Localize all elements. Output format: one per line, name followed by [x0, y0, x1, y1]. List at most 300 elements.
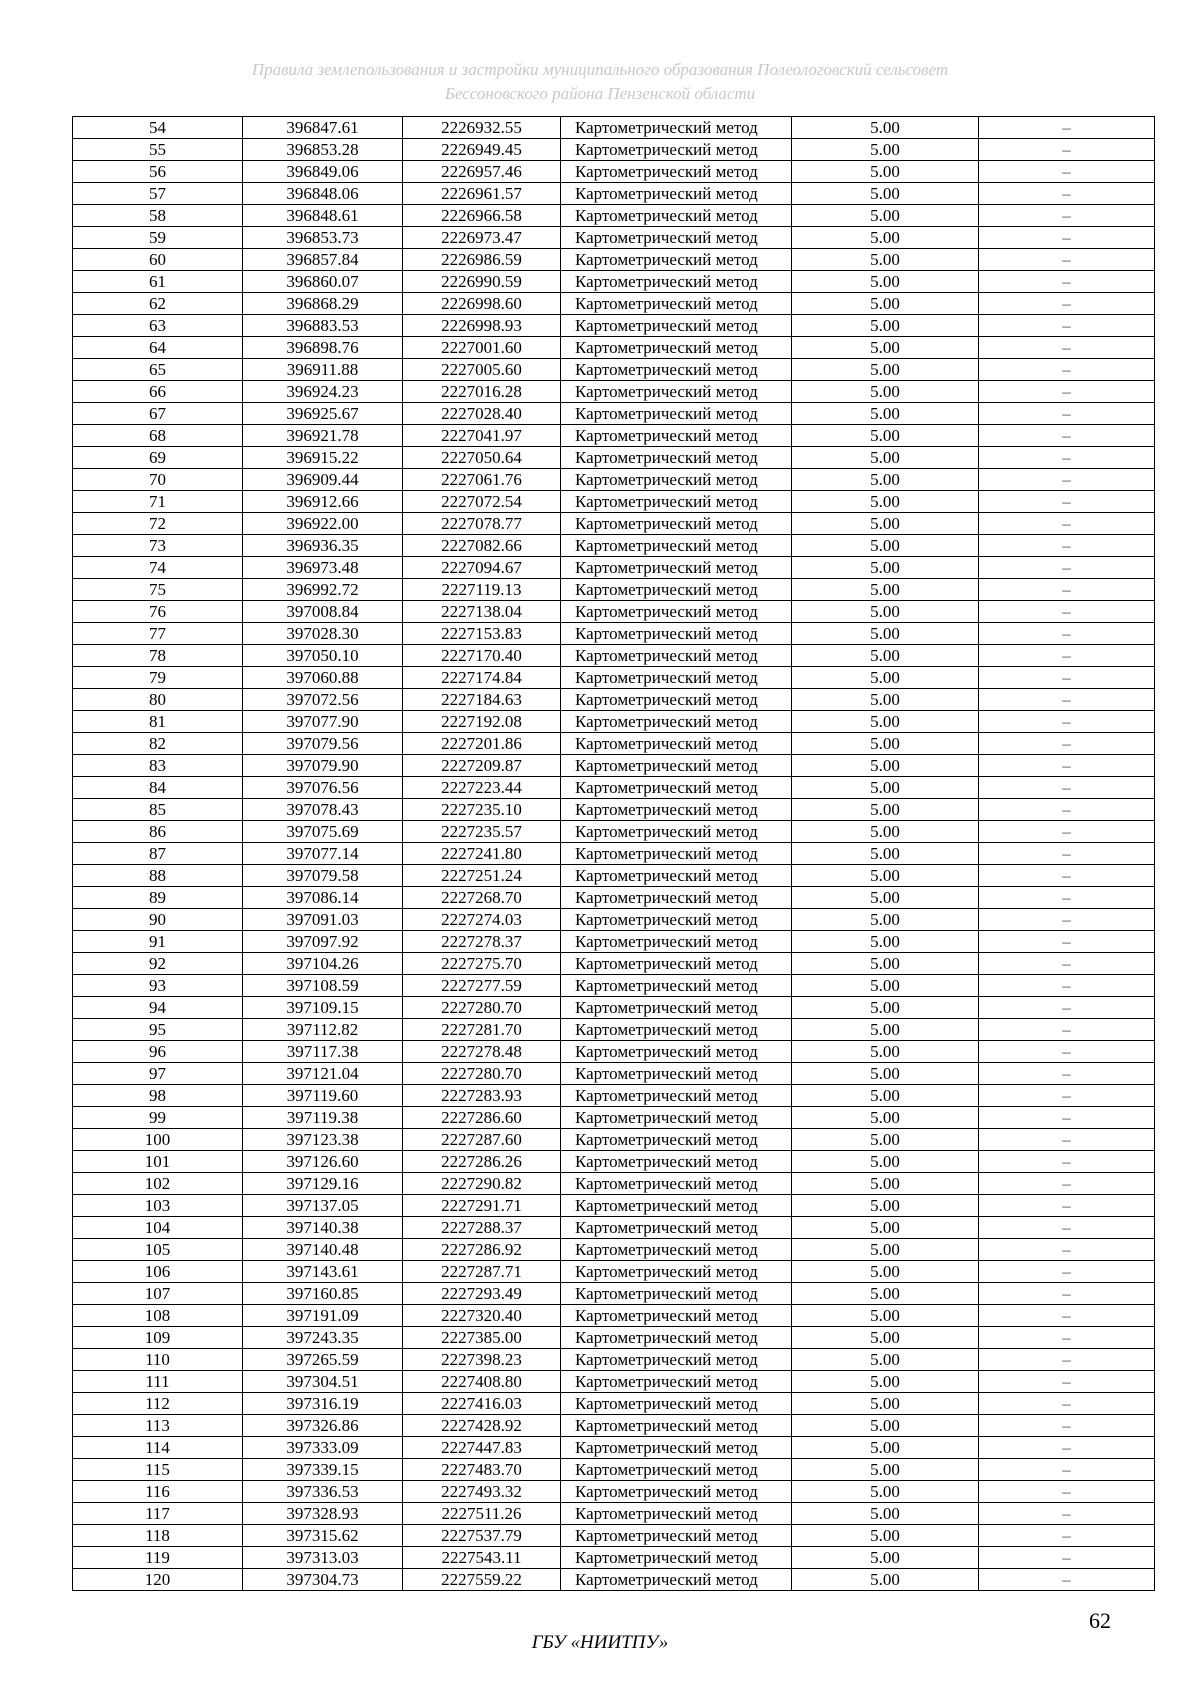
y-coordinate-cell: 2226986.59: [403, 249, 561, 271]
point-number-cell: 55: [73, 139, 243, 161]
table-row: [73, 513, 1155, 535]
method-cell: Картометрический метод: [561, 755, 792, 777]
method-cell: Картометрический метод: [561, 1327, 792, 1349]
table-row: [73, 1481, 1155, 1503]
note-cell: –: [979, 975, 1155, 997]
method-cell: Картометрический метод: [561, 1569, 792, 1591]
y-coordinate-cell: 2227235.10: [403, 799, 561, 821]
accuracy-cell: 5.00: [792, 557, 979, 579]
note-cell: –: [979, 1569, 1155, 1591]
x-coordinate-cell: 397123.38: [243, 1129, 403, 1151]
accuracy-cell: 5.00: [792, 755, 979, 777]
table-row: [73, 1503, 1155, 1525]
point-number-cell: 115: [73, 1459, 243, 1481]
method-cell: Картометрический метод: [561, 381, 792, 403]
method-cell: Картометрический метод: [561, 359, 792, 381]
y-coordinate-cell: 2226957.46: [403, 161, 561, 183]
accuracy-cell: 5.00: [792, 1173, 979, 1195]
method-cell: Картометрический метод: [561, 843, 792, 865]
y-coordinate-cell: 2227278.48: [403, 1041, 561, 1063]
note-cell: –: [979, 887, 1155, 909]
method-cell: Картометрический метод: [561, 1063, 792, 1085]
method-cell: Картометрический метод: [561, 689, 792, 711]
point-number-cell: 105: [73, 1239, 243, 1261]
accuracy-cell: 5.00: [792, 337, 979, 359]
x-coordinate-cell: 397072.56: [243, 689, 403, 711]
point-number-cell: 93: [73, 975, 243, 997]
x-coordinate-cell: 396853.28: [243, 139, 403, 161]
note-cell: –: [979, 821, 1155, 843]
note-cell: –: [979, 1195, 1155, 1217]
table-row: [73, 997, 1155, 1019]
point-number-cell: 117: [73, 1503, 243, 1525]
accuracy-cell: 5.00: [792, 667, 979, 689]
x-coordinate-cell: 396973.48: [243, 557, 403, 579]
y-coordinate-cell: 2226966.58: [403, 205, 561, 227]
accuracy-cell: 5.00: [792, 1415, 979, 1437]
note-cell: –: [979, 1217, 1155, 1239]
accuracy-cell: 5.00: [792, 1217, 979, 1239]
table-row: [73, 359, 1155, 381]
table-row: [73, 733, 1155, 755]
method-cell: Картометрический метод: [561, 1151, 792, 1173]
x-coordinate-cell: 397077.14: [243, 843, 403, 865]
method-cell: Картометрический метод: [561, 623, 792, 645]
x-coordinate-cell: 397316.19: [243, 1393, 403, 1415]
note-cell: –: [979, 249, 1155, 271]
note-cell: –: [979, 843, 1155, 865]
method-cell: Картометрический метод: [561, 1217, 792, 1239]
y-coordinate-cell: 2227286.60: [403, 1107, 561, 1129]
table-row: [73, 953, 1155, 975]
coordinates-table-body: [73, 117, 1155, 1591]
note-cell: –: [979, 1129, 1155, 1151]
header-line-1: Правила землепользования и застройки муниципального образования Полеологовский сельсовет: [251, 60, 949, 79]
accuracy-cell: 5.00: [792, 579, 979, 601]
point-number-cell: 78: [73, 645, 243, 667]
table-row: [73, 1217, 1155, 1239]
note-cell: –: [979, 315, 1155, 337]
accuracy-cell: 5.00: [792, 293, 979, 315]
table-row: [73, 557, 1155, 579]
y-coordinate-cell: 2227385.00: [403, 1327, 561, 1349]
x-coordinate-cell: 397076.56: [243, 777, 403, 799]
point-number-cell: 98: [73, 1085, 243, 1107]
note-cell: –: [979, 1173, 1155, 1195]
note-cell: –: [979, 623, 1155, 645]
x-coordinate-cell: 397315.62: [243, 1525, 403, 1547]
point-number-cell: 61: [73, 271, 243, 293]
note-cell: –: [979, 447, 1155, 469]
x-coordinate-cell: 396911.88: [243, 359, 403, 381]
table-row: [73, 1041, 1155, 1063]
point-number-cell: 90: [73, 909, 243, 931]
x-coordinate-cell: 397075.69: [243, 821, 403, 843]
y-coordinate-cell: 2227274.03: [403, 909, 561, 931]
y-coordinate-cell: 2227241.80: [403, 843, 561, 865]
accuracy-cell: 5.00: [792, 535, 979, 557]
y-coordinate-cell: 2227251.24: [403, 865, 561, 887]
method-cell: Картометрический метод: [561, 557, 792, 579]
x-coordinate-cell: 397243.35: [243, 1327, 403, 1349]
x-coordinate-cell: 397137.05: [243, 1195, 403, 1217]
table-row: [73, 1129, 1155, 1151]
note-cell: –: [979, 1063, 1155, 1085]
x-coordinate-cell: 397079.56: [243, 733, 403, 755]
table-row: [73, 623, 1155, 645]
method-cell: Картометрический метод: [561, 403, 792, 425]
y-coordinate-cell: 2227511.26: [403, 1503, 561, 1525]
x-coordinate-cell: 396883.53: [243, 315, 403, 337]
table-row: [73, 667, 1155, 689]
note-cell: –: [979, 1261, 1155, 1283]
y-coordinate-cell: 2227170.40: [403, 645, 561, 667]
note-cell: –: [979, 1085, 1155, 1107]
point-number-cell: 113: [73, 1415, 243, 1437]
table-row: [73, 249, 1155, 271]
accuracy-cell: 5.00: [792, 469, 979, 491]
note-cell: –: [979, 1349, 1155, 1371]
table-row: [73, 975, 1155, 997]
point-number-cell: 86: [73, 821, 243, 843]
method-cell: Картометрический метод: [561, 1129, 792, 1151]
accuracy-cell: 5.00: [792, 1503, 979, 1525]
note-cell: –: [979, 513, 1155, 535]
note-cell: –: [979, 183, 1155, 205]
accuracy-cell: 5.00: [792, 403, 979, 425]
method-cell: Картометрический метод: [561, 1481, 792, 1503]
point-number-cell: 80: [73, 689, 243, 711]
method-cell: Картометрический метод: [561, 1305, 792, 1327]
accuracy-cell: 5.00: [792, 777, 979, 799]
accuracy-cell: 5.00: [792, 161, 979, 183]
y-coordinate-cell: 2226998.93: [403, 315, 561, 337]
point-number-cell: 71: [73, 491, 243, 513]
point-number-cell: 72: [73, 513, 243, 535]
y-coordinate-cell: 2227138.04: [403, 601, 561, 623]
table-row: [73, 1437, 1155, 1459]
method-cell: Картометрический метод: [561, 667, 792, 689]
x-coordinate-cell: 397121.04: [243, 1063, 403, 1085]
note-cell: –: [979, 139, 1155, 161]
method-cell: Картометрический метод: [561, 1415, 792, 1437]
note-cell: –: [979, 733, 1155, 755]
method-cell: Картометрический метод: [561, 1261, 792, 1283]
point-number-cell: 56: [73, 161, 243, 183]
y-coordinate-cell: 2227559.22: [403, 1569, 561, 1591]
note-cell: –: [979, 359, 1155, 381]
table-row: [73, 601, 1155, 623]
note-cell: –: [979, 711, 1155, 733]
table-row: [73, 821, 1155, 843]
point-number-cell: 114: [73, 1437, 243, 1459]
table-row: [73, 1525, 1155, 1547]
table-row: [73, 425, 1155, 447]
y-coordinate-cell: 2227061.76: [403, 469, 561, 491]
note-cell: –: [979, 403, 1155, 425]
x-coordinate-cell: 396853.73: [243, 227, 403, 249]
accuracy-cell: 5.00: [792, 1063, 979, 1085]
point-number-cell: 67: [73, 403, 243, 425]
method-cell: Картометрический метод: [561, 205, 792, 227]
point-number-cell: 108: [73, 1305, 243, 1327]
table-row: [73, 1261, 1155, 1283]
point-number-cell: 54: [73, 117, 243, 139]
table-row: [73, 777, 1155, 799]
y-coordinate-cell: 2227153.83: [403, 623, 561, 645]
x-coordinate-cell: 396848.06: [243, 183, 403, 205]
accuracy-cell: 5.00: [792, 887, 979, 909]
table-row: [73, 337, 1155, 359]
x-coordinate-cell: 397160.85: [243, 1283, 403, 1305]
accuracy-cell: 5.00: [792, 1569, 979, 1591]
table-row: [73, 447, 1155, 469]
note-cell: –: [979, 579, 1155, 601]
accuracy-cell: 5.00: [792, 1239, 979, 1261]
method-cell: Картометрический метод: [561, 1503, 792, 1525]
table-row: [73, 315, 1155, 337]
point-number-cell: 116: [73, 1481, 243, 1503]
accuracy-cell: 5.00: [792, 1195, 979, 1217]
point-number-cell: 68: [73, 425, 243, 447]
table-row: [73, 711, 1155, 733]
table-row: [73, 909, 1155, 931]
note-cell: –: [979, 689, 1155, 711]
x-coordinate-cell: 397265.59: [243, 1349, 403, 1371]
accuracy-cell: 5.00: [792, 1349, 979, 1371]
x-coordinate-cell: 397104.26: [243, 953, 403, 975]
y-coordinate-cell: 2227320.40: [403, 1305, 561, 1327]
point-number-cell: 95: [73, 1019, 243, 1041]
note-cell: –: [979, 271, 1155, 293]
point-number-cell: 102: [73, 1173, 243, 1195]
y-coordinate-cell: 2227416.03: [403, 1393, 561, 1415]
x-coordinate-cell: 397091.03: [243, 909, 403, 931]
note-cell: –: [979, 1283, 1155, 1305]
y-coordinate-cell: 2227268.70: [403, 887, 561, 909]
method-cell: Картометрический метод: [561, 315, 792, 337]
method-cell: Картометрический метод: [561, 1019, 792, 1041]
y-coordinate-cell: 2227041.97: [403, 425, 561, 447]
y-coordinate-cell: 2227287.71: [403, 1261, 561, 1283]
method-cell: Картометрический метод: [561, 249, 792, 271]
y-coordinate-cell: 2227001.60: [403, 337, 561, 359]
note-cell: –: [979, 777, 1155, 799]
point-number-cell: 81: [73, 711, 243, 733]
method-cell: Картометрический метод: [561, 1525, 792, 1547]
table-row: [73, 799, 1155, 821]
table-row: [73, 293, 1155, 315]
accuracy-cell: 5.00: [792, 1547, 979, 1569]
y-coordinate-cell: 2227078.77: [403, 513, 561, 535]
point-number-cell: 110: [73, 1349, 243, 1371]
method-cell: Картометрический метод: [561, 183, 792, 205]
method-cell: Картометрический метод: [561, 821, 792, 843]
x-coordinate-cell: 397028.30: [243, 623, 403, 645]
method-cell: Картометрический метод: [561, 1085, 792, 1107]
x-coordinate-cell: 396915.22: [243, 447, 403, 469]
point-number-cell: 62: [73, 293, 243, 315]
table-row: [73, 403, 1155, 425]
y-coordinate-cell: 2227286.26: [403, 1151, 561, 1173]
accuracy-cell: 5.00: [792, 711, 979, 733]
table-row: [73, 931, 1155, 953]
x-coordinate-cell: 397313.03: [243, 1547, 403, 1569]
x-coordinate-cell: 397086.14: [243, 887, 403, 909]
x-coordinate-cell: 397126.60: [243, 1151, 403, 1173]
y-coordinate-cell: 2227447.83: [403, 1437, 561, 1459]
method-cell: Картометрический метод: [561, 293, 792, 315]
accuracy-cell: 5.00: [792, 1151, 979, 1173]
x-coordinate-cell: 397050.10: [243, 645, 403, 667]
point-number-cell: 84: [73, 777, 243, 799]
table-row: [73, 469, 1155, 491]
method-cell: Картометрический метод: [561, 975, 792, 997]
method-cell: Картометрический метод: [561, 887, 792, 909]
accuracy-cell: 5.00: [792, 689, 979, 711]
accuracy-cell: 5.00: [792, 1393, 979, 1415]
table-row: [73, 1569, 1155, 1591]
y-coordinate-cell: 2227288.37: [403, 1217, 561, 1239]
y-coordinate-cell: 2226998.60: [403, 293, 561, 315]
accuracy-cell: 5.00: [792, 359, 979, 381]
note-cell: –: [979, 1041, 1155, 1063]
x-coordinate-cell: 397333.09: [243, 1437, 403, 1459]
note-cell: –: [979, 1415, 1155, 1437]
method-cell: Картометрический метод: [561, 865, 792, 887]
method-cell: Картометрический метод: [561, 1173, 792, 1195]
table-row: [73, 1415, 1155, 1437]
point-number-cell: 118: [73, 1525, 243, 1547]
y-coordinate-cell: 2227201.86: [403, 733, 561, 755]
method-cell: Картометрический метод: [561, 1349, 792, 1371]
x-coordinate-cell: 396922.00: [243, 513, 403, 535]
point-number-cell: 82: [73, 733, 243, 755]
table-row: [73, 1393, 1155, 1415]
point-number-cell: 59: [73, 227, 243, 249]
point-number-cell: 106: [73, 1261, 243, 1283]
accuracy-cell: 5.00: [792, 1327, 979, 1349]
x-coordinate-cell: 396847.61: [243, 117, 403, 139]
x-coordinate-cell: 397326.86: [243, 1415, 403, 1437]
note-cell: –: [979, 117, 1155, 139]
method-cell: Картометрический метод: [561, 227, 792, 249]
point-number-cell: 70: [73, 469, 243, 491]
table-row: [73, 491, 1155, 513]
table-row: [73, 1305, 1155, 1327]
accuracy-cell: 5.00: [792, 843, 979, 865]
method-cell: Картометрический метод: [561, 1283, 792, 1305]
note-cell: –: [979, 425, 1155, 447]
accuracy-cell: 5.00: [792, 1019, 979, 1041]
point-number-cell: 92: [73, 953, 243, 975]
method-cell: Картометрический метод: [561, 1547, 792, 1569]
x-coordinate-cell: 397336.53: [243, 1481, 403, 1503]
x-coordinate-cell: 397140.48: [243, 1239, 403, 1261]
note-cell: –: [979, 381, 1155, 403]
method-cell: Картометрический метод: [561, 161, 792, 183]
point-number-cell: 79: [73, 667, 243, 689]
x-coordinate-cell: 397140.38: [243, 1217, 403, 1239]
x-coordinate-cell: 396848.61: [243, 205, 403, 227]
note-cell: –: [979, 205, 1155, 227]
accuracy-cell: 5.00: [792, 1085, 979, 1107]
x-coordinate-cell: 396936.35: [243, 535, 403, 557]
x-coordinate-cell: 397119.60: [243, 1085, 403, 1107]
y-coordinate-cell: 2227192.08: [403, 711, 561, 733]
x-coordinate-cell: 397339.15: [243, 1459, 403, 1481]
method-cell: Картометрический метод: [561, 997, 792, 1019]
x-coordinate-cell: 396924.23: [243, 381, 403, 403]
accuracy-cell: 5.00: [792, 975, 979, 997]
y-coordinate-cell: 2227209.87: [403, 755, 561, 777]
y-coordinate-cell: 2227082.66: [403, 535, 561, 557]
table-row: [73, 535, 1155, 557]
point-number-cell: 85: [73, 799, 243, 821]
accuracy-cell: 5.00: [792, 953, 979, 975]
note-cell: –: [979, 1393, 1155, 1415]
method-cell: Картометрический метод: [561, 513, 792, 535]
accuracy-cell: 5.00: [792, 1041, 979, 1063]
x-coordinate-cell: 397328.93: [243, 1503, 403, 1525]
accuracy-cell: 5.00: [792, 183, 979, 205]
y-coordinate-cell: 2227283.93: [403, 1085, 561, 1107]
y-coordinate-cell: 2227016.28: [403, 381, 561, 403]
method-cell: Картометрический метод: [561, 1393, 792, 1415]
table-row: [73, 183, 1155, 205]
note-cell: –: [979, 1151, 1155, 1173]
accuracy-cell: 5.00: [792, 865, 979, 887]
table-row: [73, 381, 1155, 403]
point-number-cell: 120: [73, 1569, 243, 1591]
point-number-cell: 64: [73, 337, 243, 359]
point-number-cell: 73: [73, 535, 243, 557]
method-cell: Картометрический метод: [561, 447, 792, 469]
point-number-cell: 58: [73, 205, 243, 227]
note-cell: –: [979, 557, 1155, 579]
method-cell: Картометрический метод: [561, 1041, 792, 1063]
y-coordinate-cell: 2226961.57: [403, 183, 561, 205]
point-number-cell: 69: [73, 447, 243, 469]
y-coordinate-cell: 2227543.11: [403, 1547, 561, 1569]
method-cell: Картометрический метод: [561, 491, 792, 513]
x-coordinate-cell: 397078.43: [243, 799, 403, 821]
y-coordinate-cell: 2227280.70: [403, 1063, 561, 1085]
method-cell: Картометрический метод: [561, 425, 792, 447]
method-cell: Картометрический метод: [561, 931, 792, 953]
accuracy-cell: 5.00: [792, 117, 979, 139]
x-coordinate-cell: 397112.82: [243, 1019, 403, 1041]
note-cell: –: [979, 953, 1155, 975]
method-cell: Картометрический метод: [561, 909, 792, 931]
accuracy-cell: 5.00: [792, 931, 979, 953]
point-number-cell: 66: [73, 381, 243, 403]
note-cell: –: [979, 1459, 1155, 1481]
y-coordinate-cell: 2227028.40: [403, 403, 561, 425]
x-coordinate-cell: 397117.38: [243, 1041, 403, 1063]
table-row: [73, 1283, 1155, 1305]
method-cell: Картометрический метод: [561, 535, 792, 557]
x-coordinate-cell: 397191.09: [243, 1305, 403, 1327]
note-cell: –: [979, 469, 1155, 491]
y-coordinate-cell: 2227184.63: [403, 689, 561, 711]
page-number: 62: [1089, 1608, 1111, 1633]
method-cell: Картометрический метод: [561, 733, 792, 755]
y-coordinate-cell: 2227493.32: [403, 1481, 561, 1503]
accuracy-cell: 5.00: [792, 139, 979, 161]
x-coordinate-cell: 397060.88: [243, 667, 403, 689]
x-coordinate-cell: 397119.38: [243, 1107, 403, 1129]
